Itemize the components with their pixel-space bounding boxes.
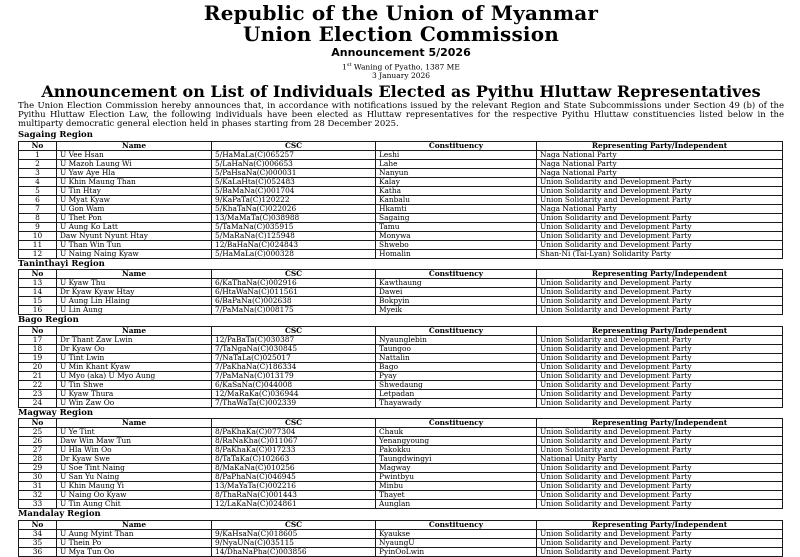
cell-no: 19 (19, 353, 57, 362)
table-header-row (19, 326, 783, 335)
cell-constituency: Nattalin (376, 353, 537, 362)
cell-name: U Tin Shwe (57, 380, 212, 389)
cell-csc: 7/PaMaNa(C)008175 (212, 306, 376, 315)
cell-party: Union Solidarity and Development Party (537, 446, 783, 455)
cell-party: Union Solidarity and Development Party (537, 538, 783, 547)
cell-csc: 5/MaRaNa(C)125948 (212, 231, 376, 240)
cell-csc: 13/MaYaTa(C)002216 (212, 482, 376, 491)
table-row (19, 177, 783, 186)
cell-party: Union Solidarity and Development Party (537, 428, 783, 437)
cell-csc: 8/PaPhaNa(C)046945 (212, 473, 376, 482)
table-row (19, 249, 783, 258)
cell-name: U Soe Tint Naing (57, 464, 212, 473)
cell-constituency: Dawei (376, 288, 537, 297)
cell-name: U Gon Wam (57, 204, 212, 213)
cell-name: U Tin Htay (57, 186, 212, 195)
cell-constituency: Letpadan (376, 389, 537, 398)
cell-csc: 8/TaTaKa(C)102663 (212, 455, 376, 464)
cell-party: Union Solidarity and Development Party (537, 491, 783, 500)
cell-no: 5 (19, 186, 57, 195)
region-sections (18, 131, 784, 557)
cell-name: U Ye Tint (57, 428, 212, 437)
cell-no: 25 (19, 428, 57, 437)
cell-csc: 9/NyaUNa(C)035115 (212, 538, 376, 547)
cell-name: U Myat Kyaw (57, 195, 212, 204)
cell-csc: 6/KaThaNa(C)002916 (212, 279, 376, 288)
table-row (19, 446, 783, 455)
cell-name: U Tin Aung Chit (57, 500, 212, 509)
cell-name: Daw Nyunt Nyunt Htay (57, 231, 212, 240)
region-title: Bago Region (18, 315, 79, 326)
table-row (19, 455, 783, 464)
document-header (18, 3, 784, 129)
cell-no: 14 (19, 288, 57, 297)
cell-no: 33 (19, 500, 57, 509)
column-header-no: No (19, 326, 57, 335)
cell-constituency: Katha (376, 186, 537, 195)
cell-party: Union Solidarity and Development Party (537, 213, 783, 222)
cell-party: Union Solidarity and Development Party (537, 371, 783, 380)
column-header-csc: CSC (212, 326, 376, 335)
cell-no: 21 (19, 371, 57, 380)
cell-constituency: Kawthaung (376, 279, 537, 288)
cell-no: 11 (19, 240, 57, 249)
column-header-constituency: Constituency (376, 141, 537, 150)
table-row (19, 168, 783, 177)
cell-party: Union Solidarity and Development Party (537, 380, 783, 389)
cell-no: 28 (19, 455, 57, 464)
cell-no: 18 (19, 344, 57, 353)
cell-party: Union Solidarity and Development Party (537, 529, 783, 538)
cell-csc: 6/BaPaNa(C)002638 (212, 297, 376, 306)
cell-constituency: Pyay (376, 371, 537, 380)
cell-constituency: Pakokku (376, 446, 537, 455)
cell-constituency: Taungdwingyi (376, 455, 537, 464)
table-row (19, 398, 783, 407)
cell-no: 22 (19, 380, 57, 389)
cell-name: U Myo (aka) U Myo Aung (57, 371, 212, 380)
cell-name: Dr Kyaw Kyaw Htay (57, 288, 212, 297)
table-header-row (19, 270, 783, 279)
table-row (19, 362, 783, 371)
cell-csc: 7/NaTaLa(C)025017 (212, 353, 376, 362)
cell-csc: 8/RaNaKha(C)011067 (212, 437, 376, 446)
cell-no: 30 (19, 473, 57, 482)
cell-csc: 6/KaSaNa(C)044008 (212, 380, 376, 389)
table-row (19, 500, 783, 509)
cell-name: U Min Khant Kyaw (57, 362, 212, 371)
myanmar-date-text: Waning of Pyatho, 1387 ME (351, 62, 460, 72)
cell-no: 17 (19, 335, 57, 344)
cell-csc: 7/TaNgaNa(C)030845 (212, 344, 376, 353)
cell-constituency: Tamu (376, 222, 537, 231)
cell-name: U Vee Hsan (57, 150, 212, 159)
cell-constituency: Chauk (376, 428, 537, 437)
cell-constituency: Bago (376, 362, 537, 371)
cell-party: Union Solidarity and Development Party (537, 398, 783, 407)
cell-csc: 14/DhaNaPha(C)003856 (212, 547, 376, 556)
commission-title: Union Election Commission (242, 22, 560, 46)
cell-name: U Thein Po (57, 538, 212, 547)
results-table (18, 141, 783, 259)
intro-paragraph: The Union Election Commission hereby announces that, in accordance with notifications issued by the relevant Region and State Subcommissions under Section 49 (b) of the Pyithu Hluttaw Election Law, the following individuals have been elected as Hluttaw representatives for the respective Pyithu Hluttaw constituencies listed below in the multiparty democratic general election held in phases starting from 28 December 2025. (18, 100, 784, 130)
cell-csc: 8/PaKhaKa(C)077304 (212, 428, 376, 437)
column-header-constituency: Constituency (376, 419, 537, 428)
cell-name: U Thet Pon (57, 213, 212, 222)
column-header-no: No (19, 419, 57, 428)
cell-no: 7 (19, 204, 57, 213)
cell-name: Daw Win Maw Tun (57, 437, 212, 446)
cell-csc: 5/HaMaLa(C)065257 (212, 150, 376, 159)
cell-name: U Than Win Tun (57, 240, 212, 249)
cell-no: 23 (19, 389, 57, 398)
cell-name: U Khin Maung Yi (57, 482, 212, 491)
cell-no: 27 (19, 446, 57, 455)
table-row (19, 491, 783, 500)
cell-constituency: Shwedaung (376, 380, 537, 389)
cell-constituency: PyinOoLwin (376, 547, 537, 556)
cell-csc: 8/PaKhaKa(C)017233 (212, 446, 376, 455)
cell-name: Dr Kyaw Oo (57, 344, 212, 353)
cell-constituency: Magway (376, 464, 537, 473)
cell-constituency: NyaungU (376, 538, 537, 547)
cell-name: U Khin Maung Than (57, 177, 212, 186)
english-date: 3 January 2026 (371, 71, 431, 80)
cell-csc: 5/KaLaHta(C)052483 (212, 177, 376, 186)
cell-party: Union Solidarity and Development Party (537, 288, 783, 297)
column-header-csc: CSC (212, 419, 376, 428)
cell-name: U Mya Tun Oo (57, 547, 212, 556)
cell-name: U Yaw Aye Hla (57, 168, 212, 177)
cell-no: 35 (19, 538, 57, 547)
table-row (19, 547, 783, 556)
column-header-csc: CSC (212, 270, 376, 279)
cell-csc: 5/LaHaNa(C)006653 (212, 159, 376, 168)
cell-csc: 5/HaMaLa(C)000328 (212, 249, 376, 258)
table-row (19, 279, 783, 288)
cell-party: Union Solidarity and Development Party (537, 344, 783, 353)
subject-title: Announcement on List of Individuals Elected as Pyithu Hluttaw Representatives (41, 81, 761, 101)
table-row (19, 344, 783, 353)
cell-name: U Tint Lwin (57, 353, 212, 362)
cell-csc: 9/KaPaTa(C)120222 (212, 195, 376, 204)
region-section (18, 260, 784, 316)
table-row (19, 371, 783, 380)
cell-party: Union Solidarity and Development Party (537, 389, 783, 398)
cell-name: U Win Zaw Oo (57, 398, 212, 407)
cell-constituency: Thayet (376, 491, 537, 500)
cell-no: 24 (19, 398, 57, 407)
cell-party: Union Solidarity and Development Party (537, 240, 783, 249)
cell-no: 9 (19, 222, 57, 231)
cell-name: Dr Thant Zaw Lwin (57, 335, 212, 344)
cell-constituency: Yenangyoung (376, 437, 537, 446)
cell-csc: 5/PaHsaNa(C)000031 (212, 168, 376, 177)
cell-csc: 9/KaHsaNa(C)018605 (212, 529, 376, 538)
column-header-party: Representing Party/Independent (537, 419, 783, 428)
cell-party: Union Solidarity and Development Party (537, 297, 783, 306)
cell-constituency: Lahe (376, 159, 537, 168)
cell-party: Union Solidarity and Development Party (537, 437, 783, 446)
cell-name: U Kyaw Thura (57, 389, 212, 398)
cell-party: Naga National Party (537, 150, 783, 159)
region-title: Sagaing Region (18, 130, 93, 141)
region-section (18, 131, 784, 259)
cell-name: Dr Kyaw Swe (57, 455, 212, 464)
cell-csc: 6/HtaWaNa(C)011561 (212, 288, 376, 297)
table-header-row (19, 141, 783, 150)
results-table (18, 269, 783, 315)
table-row (19, 195, 783, 204)
column-header-name: Name (57, 520, 212, 529)
column-header-constituency: Constituency (376, 326, 537, 335)
table-row (19, 150, 783, 159)
cell-no: 3 (19, 168, 57, 177)
results-table (18, 520, 783, 557)
cell-constituency: Thayawady (376, 398, 537, 407)
cell-constituency: Nanyun (376, 168, 537, 177)
cell-csc: 8/MaKaNa(C)010256 (212, 464, 376, 473)
cell-name: U Naing Oo Kyaw (57, 491, 212, 500)
cell-no: 12 (19, 249, 57, 258)
cell-csc: 12/PaBaTa(C)030387 (212, 335, 376, 344)
cell-constituency: Minbu (376, 482, 537, 491)
column-header-no: No (19, 141, 57, 150)
column-header-constituency: Constituency (376, 520, 537, 529)
cell-constituency: Leshi (376, 150, 537, 159)
column-header-name: Name (57, 326, 212, 335)
cell-csc: 12/BaHaNa(C)024843 (212, 240, 376, 249)
table-row (19, 213, 783, 222)
cell-no: 16 (19, 306, 57, 315)
table-row (19, 204, 783, 213)
cell-csc: 5/KhaTaNa(C)022026 (212, 204, 376, 213)
cell-constituency: Aunglan (376, 500, 537, 509)
cell-constituency: Kalay (376, 177, 537, 186)
cell-name: U Aung Ko Latt (57, 222, 212, 231)
cell-party: Naga National Party (537, 204, 783, 213)
cell-constituency: Monywa (376, 231, 537, 240)
cell-constituency: Nyaunglebin (376, 335, 537, 344)
cell-constituency: Shwebo (376, 240, 537, 249)
cell-no: 1 (19, 150, 57, 159)
table-row (19, 186, 783, 195)
cell-constituency: Homalin (376, 249, 537, 258)
cell-no: 6 (19, 195, 57, 204)
cell-csc: 12/MaRaKa(C)036944 (212, 389, 376, 398)
cell-csc: 13/MaMaTa(C)038988 (212, 213, 376, 222)
cell-party: Union Solidarity and Development Party (537, 222, 783, 231)
cell-party: Union Solidarity and Development Party (537, 482, 783, 491)
region-title: Taninthayi Region (18, 258, 105, 269)
country-title: Republic of the Union of Myanmar (203, 1, 599, 25)
table-row (19, 437, 783, 446)
column-header-party: Representing Party/Independent (537, 326, 783, 335)
column-header-no: No (19, 520, 57, 529)
cell-party: Union Solidarity and Development Party (537, 177, 783, 186)
cell-party: Naga National Party (537, 159, 783, 168)
cell-csc: 5/TaMaNa(C)035915 (212, 222, 376, 231)
column-header-name: Name (57, 270, 212, 279)
region-title: Magway Region (18, 407, 94, 418)
cell-constituency: Taungoo (376, 344, 537, 353)
cell-name: U Kyaw Thu (57, 279, 212, 288)
region-section (18, 316, 784, 408)
myanmar-date-ordinal: st (346, 62, 352, 68)
cell-name: U Naing Naing Kyaw (57, 249, 212, 258)
column-header-party: Representing Party/Independent (537, 520, 783, 529)
table-row (19, 306, 783, 315)
cell-party: Union Solidarity and Development Party (537, 353, 783, 362)
table-row (19, 231, 783, 240)
cell-no: 4 (19, 177, 57, 186)
cell-csc: 7/PaMaNa(C)013179 (212, 371, 376, 380)
cell-no: 13 (19, 279, 57, 288)
cell-party: Union Solidarity and Development Party (537, 547, 783, 556)
column-header-party: Representing Party/Independent (537, 141, 783, 150)
cell-constituency: Kyaukse (376, 529, 537, 538)
table-header-row (19, 520, 783, 529)
announcement-number: Announcement 5/2026 (331, 46, 471, 59)
table-row (19, 222, 783, 231)
cell-no: 8 (19, 213, 57, 222)
cell-csc: 7/PaKhaNa(C)186334 (212, 362, 376, 371)
cell-csc: 7/ThaWaTa(C)002339 (212, 398, 376, 407)
cell-constituency: Sagaing (376, 213, 537, 222)
table-row (19, 473, 783, 482)
cell-party: Union Solidarity and Development Party (537, 231, 783, 240)
cell-party: Union Solidarity and Development Party (537, 500, 783, 509)
table-row (19, 538, 783, 547)
cell-name: U Aung Lin Hlaing (57, 297, 212, 306)
cell-no: 2 (19, 159, 57, 168)
cell-no: 31 (19, 482, 57, 491)
column-header-no: No (19, 270, 57, 279)
column-header-csc: CSC (212, 141, 376, 150)
cell-party: Shan-Ni (Tai-Lyan) Solidarity Party (537, 249, 783, 258)
cell-party: Union Solidarity and Development Party (537, 335, 783, 344)
table-row (19, 428, 783, 437)
cell-party: National Unity Party (537, 455, 783, 464)
cell-party: Union Solidarity and Development Party (537, 195, 783, 204)
table-row (19, 529, 783, 538)
cell-constituency: Pwintbyu (376, 473, 537, 482)
cell-name: U Hla Win Oo (57, 446, 212, 455)
table-header-row (19, 419, 783, 428)
cell-party: Union Solidarity and Development Party (537, 362, 783, 371)
cell-party: Union Solidarity and Development Party (537, 464, 783, 473)
table-row (19, 240, 783, 249)
cell-no: 29 (19, 464, 57, 473)
region-title: Mandalay Region (18, 509, 101, 520)
table-row (19, 482, 783, 491)
column-header-party: Representing Party/Independent (537, 270, 783, 279)
cell-csc: 8/ThaRaNa(C)001443 (212, 491, 376, 500)
cell-party: Union Solidarity and Development Party (537, 279, 783, 288)
cell-constituency: Bokpyin (376, 297, 537, 306)
column-header-constituency: Constituency (376, 270, 537, 279)
cell-name: U Lin Aung (57, 306, 212, 315)
cell-party: Union Solidarity and Development Party (537, 473, 783, 482)
cell-constituency: Myeik (376, 306, 537, 315)
cell-no: 34 (19, 529, 57, 538)
table-row (19, 159, 783, 168)
cell-no: 36 (19, 547, 57, 556)
cell-party: Union Solidarity and Development Party (537, 186, 783, 195)
cell-name: U Aung Myint Than (57, 529, 212, 538)
cell-name: U San Yu Naing (57, 473, 212, 482)
column-header-name: Name (57, 419, 212, 428)
table-row (19, 353, 783, 362)
cell-no: 15 (19, 297, 57, 306)
results-table (18, 326, 783, 408)
cell-no: 20 (19, 362, 57, 371)
cell-party: Union Solidarity and Development Party (537, 306, 783, 315)
table-row (19, 297, 783, 306)
cell-no: 32 (19, 491, 57, 500)
table-row (19, 389, 783, 398)
table-row (19, 335, 783, 344)
table-row (19, 288, 783, 297)
cell-constituency: Kanbalu (376, 195, 537, 204)
region-section (18, 409, 784, 510)
cell-csc: 12/LaKaNa(C)024861 (212, 500, 376, 509)
table-row (19, 380, 783, 389)
column-header-csc: CSC (212, 520, 376, 529)
table-row (19, 464, 783, 473)
myanmar-date-day: 1 (342, 62, 347, 72)
cell-constituency: Hkamti (376, 204, 537, 213)
cell-no: 26 (19, 437, 57, 446)
cell-party: Naga National Party (537, 168, 783, 177)
cell-csc: 5/BaMaNa(C)001704 (212, 186, 376, 195)
cell-name: U Mazoh Laung Wi (57, 159, 212, 168)
results-table (18, 418, 783, 509)
column-header-name: Name (57, 141, 212, 150)
cell-no: 10 (19, 231, 57, 240)
